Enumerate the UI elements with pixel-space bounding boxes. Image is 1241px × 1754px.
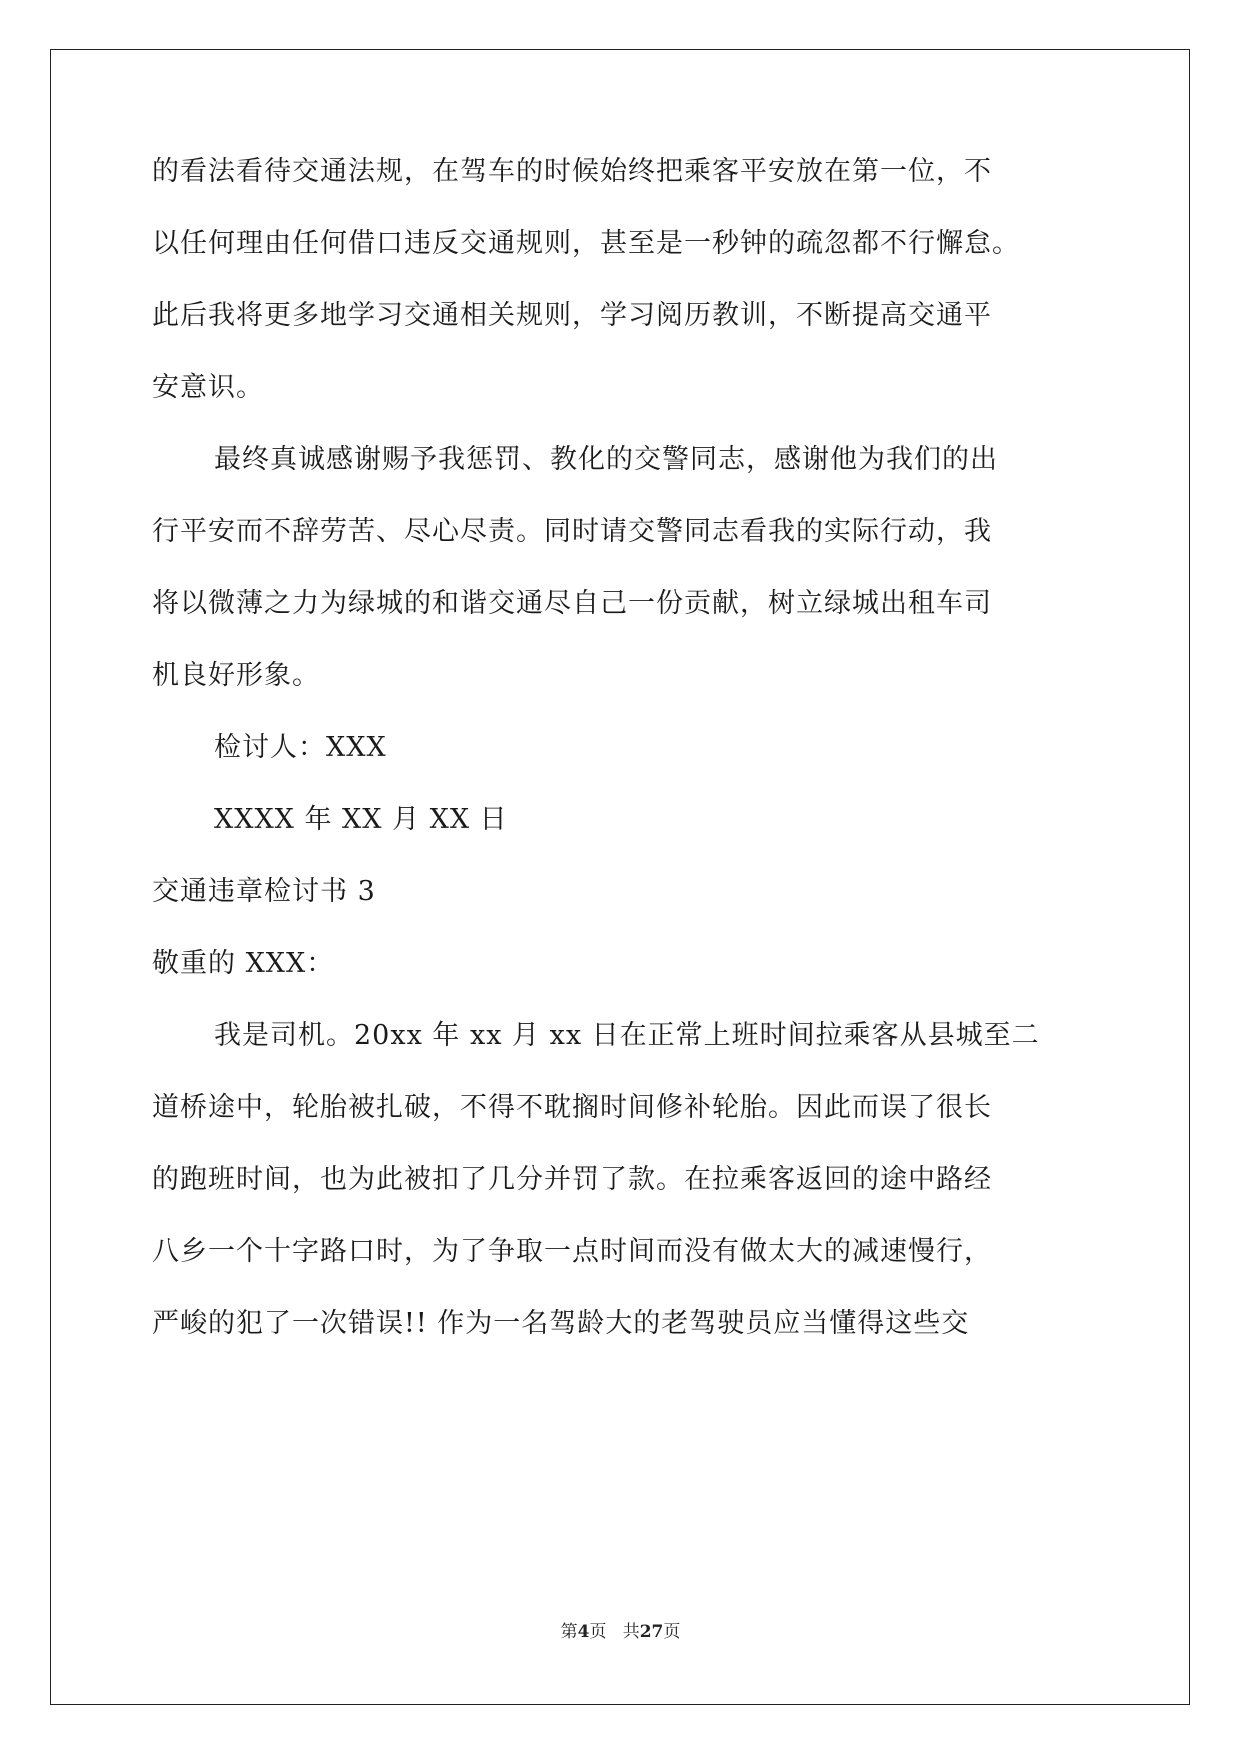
date-line: XXXX 年 XX 月 XX 日 [214, 804, 508, 835]
footer-page-prefix: 第 [560, 1622, 578, 1642]
footer-page-suffix: 页 [589, 1622, 607, 1642]
footer-total-prefix: 共 [622, 1622, 640, 1642]
text-line: 最终真诚感谢赐予我惩罚、教化的交警同志，感谢他为我们的出 [214, 444, 998, 475]
text-line: 道桥途中，轮胎被扎破，不得不耽搁时间修补轮胎。因此而误了很长 [152, 1092, 992, 1123]
footer-page-number: 4 [577, 1622, 590, 1642]
text-line: 安意识。 [152, 372, 264, 403]
text-line: 的跑班时间，也为此被扣了几分并罚了款。在拉乘客返回的途中路经 [152, 1164, 992, 1195]
page-footer [0, 1621, 1241, 1643]
salutation: 敬重的 XXX： [152, 948, 335, 979]
text-line: 将以微薄之力为绿城的和谐交通尽自己一份贡献，树立绿城出租车司 [152, 588, 992, 619]
footer-total-suffix: 页 [663, 1622, 681, 1642]
text-line: 的看法看待交通法规，在驾车的时候始终把乘客平安放在第一位，不 [152, 156, 992, 187]
text-line: 以任何理由任何借口违反交通规则，甚至是一秒钟的疏忽都不行懈怠。 [152, 228, 1020, 259]
signature-line: 检讨人：XXX [214, 732, 387, 763]
footer-total-pages: 27 [639, 1622, 664, 1642]
text-line: 严峻的犯了一次错误!! 作为一名驾龄大的老驾驶员应当懂得这些交 [152, 1308, 970, 1339]
text-line: 此后我将更多地学习交通相关规则，学习阅历教训，不断提高交通平 [152, 300, 992, 331]
section-title: 交通违章检讨书 3 [152, 876, 376, 907]
text-line: 行平安而不辞劳苦、尽心尽责。同时请交警同志看我的实际行动，我 [152, 516, 992, 547]
text-line: 机良好形象。 [152, 660, 320, 691]
text-line: 八乡一个十字路口时，为了争取一点时间而没有做太大的减速慢行， [152, 1236, 992, 1267]
text-line: 我是司机。20xx 年 xx 月 xx 日在正常上班时间拉乘客从县城至二 [214, 1020, 1040, 1051]
